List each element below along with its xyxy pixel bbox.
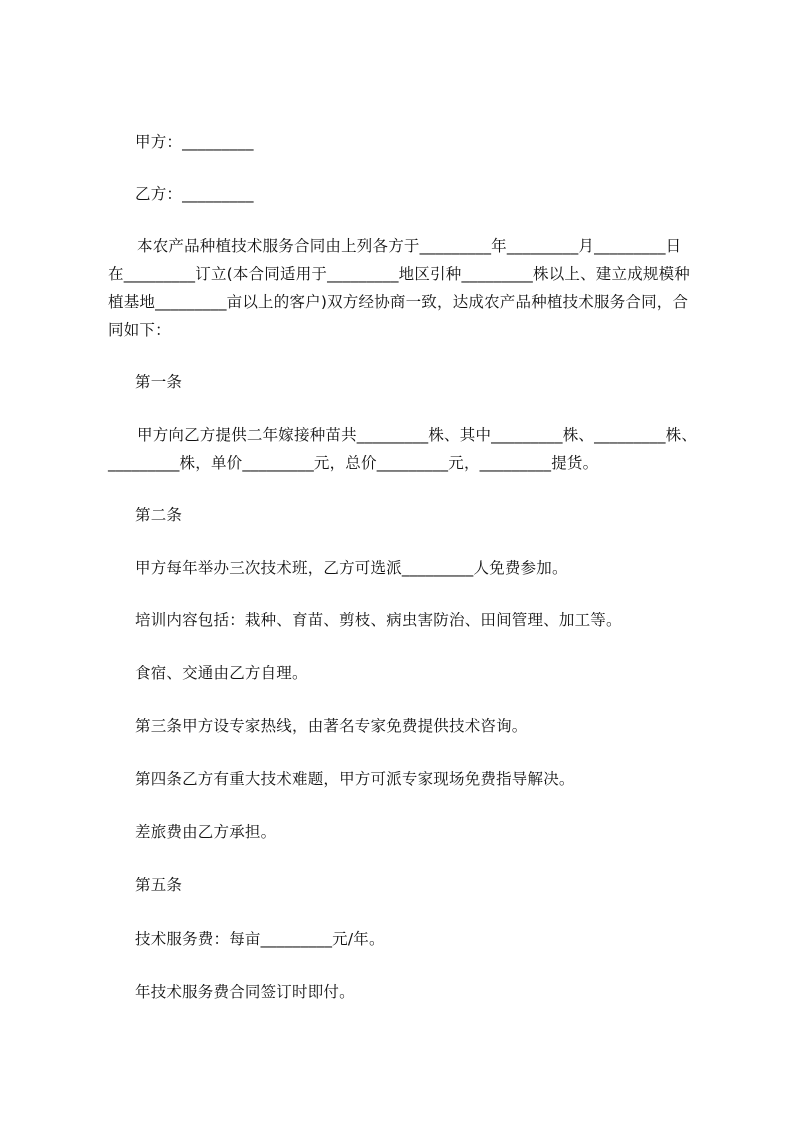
intro-line-3: 植基地_________亩以上的客户)双方经协商一致，达成农产品种植技术服务合同，合 <box>108 293 689 311</box>
party-a-line: 甲方：_________ <box>135 133 254 151</box>
party-b-line: 乙方：_________ <box>135 185 254 203</box>
article-1-title: 第一条 <box>135 373 183 391</box>
article-2-training-content: 培训内容包括：栽种、育苗、剪枝、病虫害防治、田间管理、加工等。 <box>135 611 622 629</box>
article-5-title: 第五条 <box>135 876 183 894</box>
article-4-onsite: 第四条乙方有重大技术难题，甲方可派专家现场免费指导解决。 <box>135 770 575 788</box>
article-1-line-1: 甲方向乙方提供二年嫁接种苗共_________株、其中_________株、_________株、 <box>137 426 698 444</box>
article-3-hotline: 第三条甲方设专家热线，由著名专家免费提供技术咨询。 <box>135 717 528 735</box>
article-1-line-2: _________株，单价_________元，总价_________元，_________提货。 <box>108 454 599 472</box>
article-4-travel-cost: 差旅费由乙方承担。 <box>135 823 277 841</box>
article-5-payment: 年技术服务费合同签订时即付。 <box>135 983 355 1001</box>
article-2-title: 第二条 <box>135 506 183 524</box>
intro-line-2: 在_________订立(本合同适用于_________地区引种_________株以上、建立成规模种 <box>108 265 690 283</box>
intro-line-4: 同如下： <box>108 321 171 339</box>
article-2-training-class: 甲方每年举办三次技术班，乙方可选派_________人免费参加。 <box>135 559 568 577</box>
article-5-service-fee: 技术服务费：每亩_________元/年。 <box>135 930 385 948</box>
intro-line-1: 本农产品种植技术服务合同由上列各方于_________年_________月_________日 <box>137 237 682 255</box>
article-2-lodging: 食宿、交通由乙方自理。 <box>135 664 308 682</box>
